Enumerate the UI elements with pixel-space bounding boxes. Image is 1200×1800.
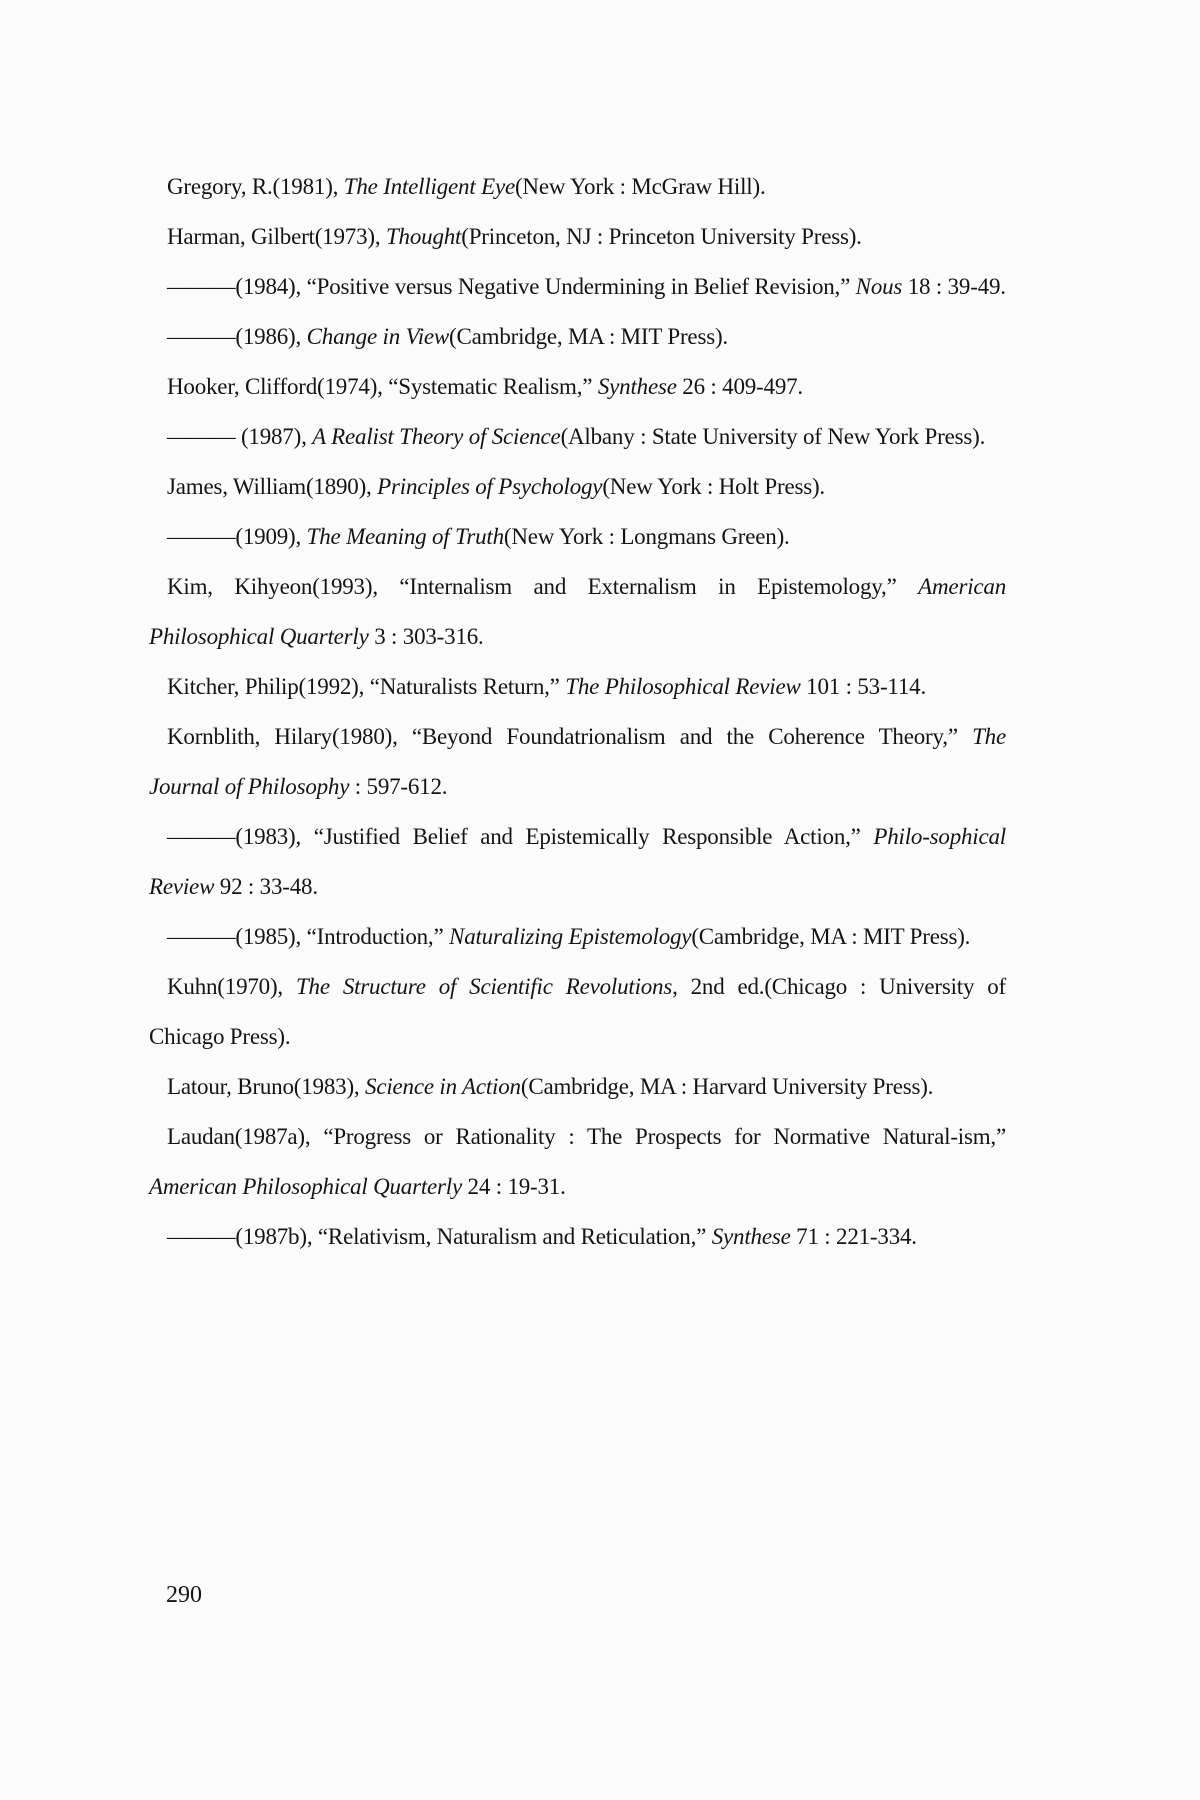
- reference-text: 26 : 409-497.: [676, 374, 803, 399]
- reference-text: 3 : 303-316.: [368, 624, 484, 649]
- reference-title: American Philosophical Quarterly: [149, 574, 1006, 649]
- reference-text: (New York : Longmans Green).: [503, 524, 790, 549]
- reference-entry: [149, 712, 1006, 812]
- reference-title: The Philosophical Review: [565, 674, 801, 699]
- reference-entry: [149, 962, 1006, 1062]
- reference-text: Harman, Gilbert(1973),: [167, 224, 386, 249]
- reference-text: 18 : 39-49.: [902, 274, 1006, 299]
- reference-text: ———(1987b), “Relativism, Naturalism and Reticulation,”: [167, 1224, 712, 1249]
- reference-text: (Albany : State University of New York Press).: [560, 424, 986, 449]
- reference-text: Hooker, Clifford(1974), “Systematic Realism,”: [167, 374, 598, 399]
- reference-title: Nous: [855, 274, 903, 299]
- reference-title: Philo-sophical Review: [149, 824, 1006, 899]
- reference-title: Science in Action: [365, 1074, 521, 1099]
- page-number: 290: [166, 1582, 202, 1608]
- reference-text: ———(1909),: [167, 524, 307, 549]
- reference-title: A Realist Theory of Science: [312, 424, 561, 449]
- reference-text: ———(1984), “Positive versus Negative Undermining in Belief Revision,”: [167, 274, 856, 299]
- reference-text: (Cambridge, MA : Harvard University Press).: [520, 1074, 934, 1099]
- reference-text: ———(1986),: [167, 324, 307, 349]
- reference-text: ——— (1987),: [167, 424, 313, 449]
- reference-text: : 597-612.: [349, 774, 448, 799]
- reference-text: Kuhn(1970),: [167, 974, 296, 999]
- reference-title: The Meaning of Truth: [306, 524, 504, 549]
- reference-title: Thought: [385, 224, 462, 249]
- reference-title: The Journal of Philosophy: [149, 724, 1006, 799]
- reference-text: ———(1983), “Justified Belief and Epistemically Responsible Action,”: [167, 824, 874, 849]
- reference-entry: [149, 262, 1006, 312]
- reference-entry: [149, 562, 1006, 662]
- reference-text: Kornblith, Hilary(1980), “Beyond Foundatrionalism and the Coherence Theory,”: [167, 724, 973, 749]
- reference-entry: [149, 412, 1006, 462]
- reference-title: Synthese: [597, 374, 677, 399]
- reference-entry: [149, 312, 1006, 362]
- reference-title: Principles of Psychology: [377, 474, 603, 499]
- reference-title: The Structure of Scientific Revolutions: [295, 974, 673, 999]
- reference-text: Gregory, R.(1981),: [167, 174, 344, 199]
- reference-text: 71 : 221-334.: [790, 1224, 917, 1249]
- reference-entry: [149, 162, 1006, 212]
- reference-text: (New York : McGraw Hill).: [514, 174, 766, 199]
- reference-entry: [149, 1212, 1006, 1262]
- reference-text: 92 : 33-48.: [214, 874, 318, 899]
- reference-title: Synthese: [711, 1224, 791, 1249]
- reference-title: Change in View: [306, 324, 450, 349]
- reference-entry: [149, 462, 1006, 512]
- reference-title: American Philosophical Quarterly: [149, 1174, 462, 1199]
- reference-text: Kim, Kihyeon(1993), “Internalism and Externalism in Epistemology,”: [167, 574, 919, 599]
- reference-entry: [149, 912, 1006, 962]
- reference-text: Laudan(1987a), “Progress or Rationality : The Prospects for Normative Natural-ism,”: [167, 1124, 1006, 1149]
- reference-list: [149, 162, 1006, 1262]
- reference-entry: [149, 212, 1006, 262]
- reference-entry: [149, 662, 1006, 712]
- reference-text: (Cambridge, MA : MIT Press).: [449, 324, 728, 349]
- reference-entry: [149, 1112, 1006, 1212]
- reference-text: 101 : 53-114.: [800, 674, 927, 699]
- reference-entry: [149, 362, 1006, 412]
- reference-entry: [149, 1062, 1006, 1112]
- reference-text: (New York : Holt Press).: [602, 474, 825, 499]
- reference-text: Latour, Bruno(1983),: [167, 1074, 366, 1099]
- reference-entry: [149, 812, 1006, 912]
- reference-title: Naturalizing Epistemology: [449, 924, 692, 949]
- reference-entry: [149, 512, 1006, 562]
- reference-text: (Princeton, NJ : Princeton University Press).: [461, 224, 862, 249]
- reference-text: James, William(1890),: [167, 474, 378, 499]
- reference-title: The Intelligent Eye: [343, 174, 515, 199]
- reference-text: 24 : 19-31.: [462, 1174, 566, 1199]
- reference-text: (Cambridge, MA : MIT Press).: [691, 924, 971, 949]
- reference-text: Kitcher, Philip(1992), “Naturalists Return,”: [167, 674, 566, 699]
- reference-text: ———(1985), “Introduction,”: [167, 924, 450, 949]
- reference-text: , 2nd ed.(Chicago : University of Chicago Press).: [149, 974, 1006, 1049]
